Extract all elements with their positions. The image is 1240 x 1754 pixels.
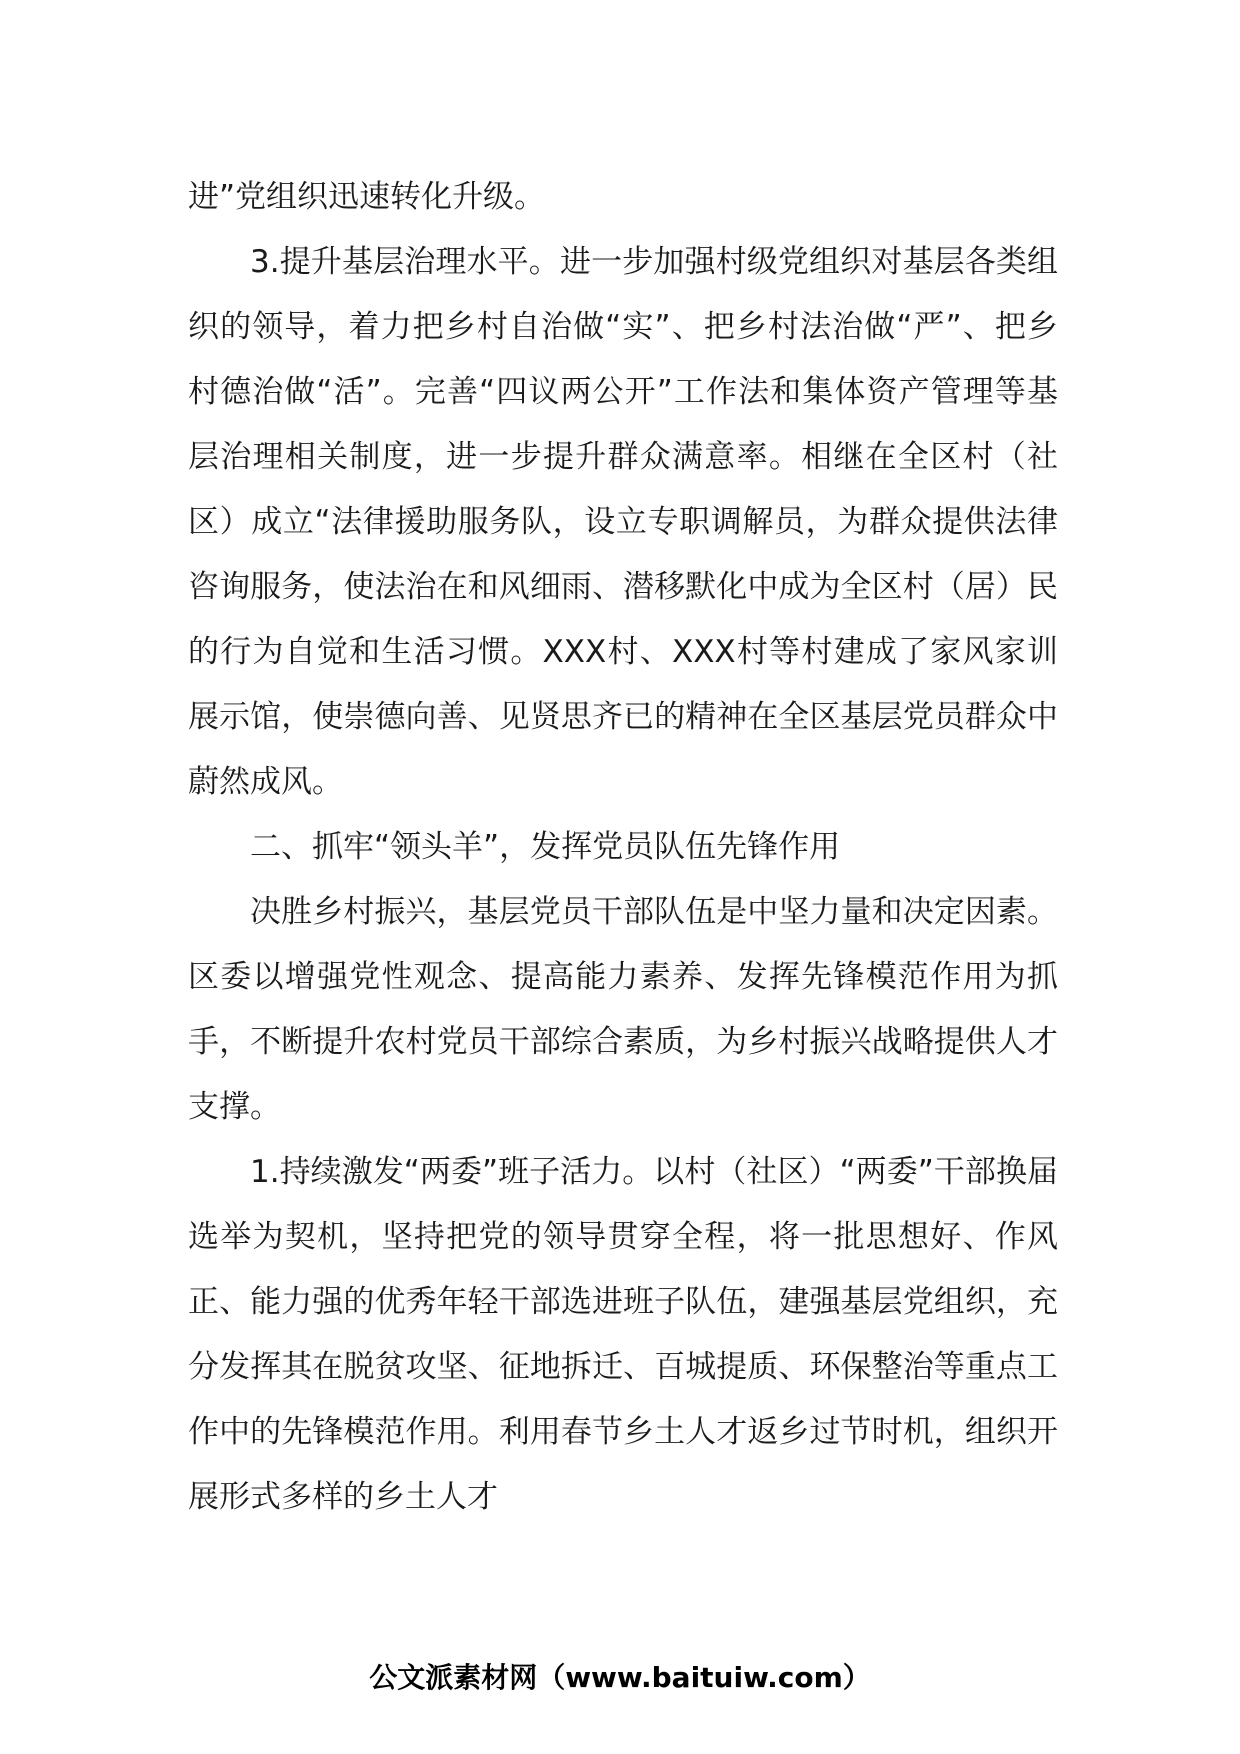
paragraph-governance: 3.提升基层治理水平。进一步加强村级党组织对基层各类组织的领导，着力把乡村自治做“实”、把乡村法治做“严”、把乡村德治做“活”。完善“四议两公开”工作法和集体资产管理等基层治理相关制度，进一步提升群众满意率。相继在全区村（社区）成立“法律援助服务队，设立专职调解员，为群众提供法律咨询服务，使法治在和风细雨、潜移默化中成为全区村（居）民的行为自觉和生活习惯。XXX村、XXX村等村建成了家风家训展示馆，使崇德向善、见贤思齐已的精神在全区基层党员群众中蔚然成风。: [188, 244, 1058, 800]
section-heading: 二、抓牢“领头羊”，发挥党员队伍先锋作用: [250, 829, 841, 865]
paragraph-continuation: 进”党组织迅速转化升级。: [188, 179, 546, 215]
footer-watermark: 公文派素材网（www.baituiw.com）: [369, 1661, 871, 1694]
paragraph-two-committees: 1.持续激发“两委”班子活力。以村（社区）“两委”干部换届选举为契机，坚持把党的领导贯穿全程，将一批思想好、作风正、能力强的优秀年轻干部选进班子队伍，建强基层党组织，充分发挥其在脱贫攻坚、征地拆迁、百城提质、环保整治等重点工作中的先锋模范作用。利用春节乡土人才返乡过节时机，组织开展形式多样的乡土人才: [188, 1154, 1058, 1515]
paragraph-intro: 决胜乡村振兴，基层党员干部队伍是中坚力量和决定因素。区委以增强党性观念、提高能力素养、发挥先锋模范作用为抓手，不断提升农村党员干部综合素质，为乡村振兴战略提供人才支撑。: [188, 894, 1058, 1125]
document-body: [188, 165, 1058, 1530]
